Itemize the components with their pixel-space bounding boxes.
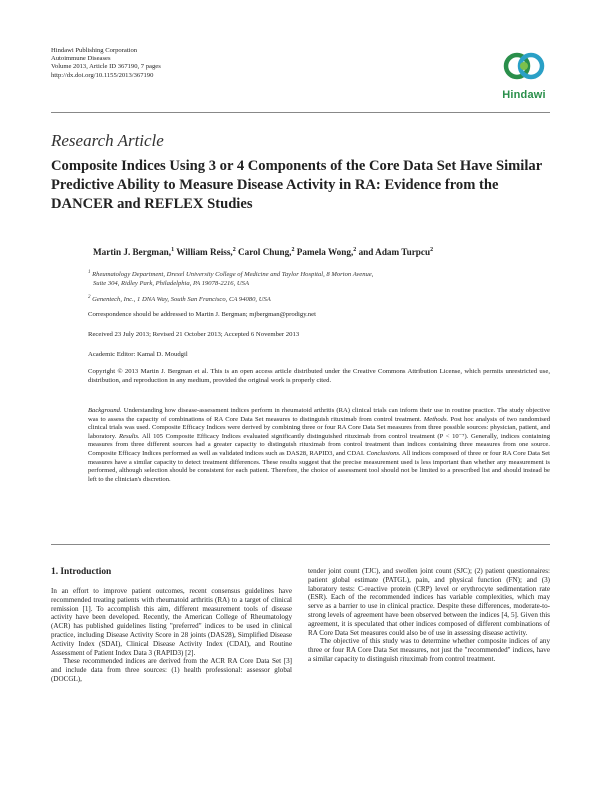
author-name: William Reiss, <box>176 247 233 258</box>
left-column <box>51 587 292 684</box>
paragraph: tender joint count (TJC), and swollen joint count (SJC); (2) patient questionnaires: patient global estimate (PATGL), pain, and physical function (FN); and (3) laboratory tests: C-reactive protein (CRP) level or erythrocyte sedimentation rate (ESR). Each of the recommended indices has variable complexities, which may serve as a barrier to use in clinical practice. Despite these differences, moderate-to-strong levels of agreement have been observed between the indices [4, 5]. Given this agreement, it is speculated that other indices composed of different combinations of RA Core Data Set measures could also be of use in assessing disease activity. <box>308 567 550 637</box>
author-affiliation-mark: 2 <box>232 247 236 253</box>
header-divider <box>51 112 550 113</box>
abstract-label: Methods. <box>423 415 449 423</box>
journal-header <box>51 47 161 80</box>
abstract-label: Conclusions. <box>366 449 401 457</box>
paragraph: These recommended indices are derived from the ACR RA Core Data Set [3] and include data from three sources: (1) health professional: assessor global (DOCGL), <box>51 657 292 683</box>
journal-name: Autoimmune Diseases <box>51 55 111 63</box>
paragraph: In an effort to improve patient outcomes, recent consensus guidelines have recommended treating patients with rheumatoid arthritis (RA) to a target of clinical remission [1]. To accomplish this aim, different measurement tools of disease activity have been developed. Recently, the American College of Rheumatology (ACR) has published guidelines listing "preferred" indices to be used in clinical practice, including Disease Activity Score in 28 joints (DAS28), Simplified Disease Activity Index (SDAI), Clinical Disease Activity Index (CDAI), and Routine Assessment of Patient Index Data 3 (RAPID3) [2]. <box>51 587 292 657</box>
author-affiliation-mark: 1 <box>171 247 175 253</box>
affiliation-2: $^2$ Genentech, Inc., 1 DNA Way, South San Francisco, CA 94080, USA <box>88 295 271 304</box>
abstract-label: Results. <box>118 432 140 440</box>
article-title: Composite Indices Using 3 or 4 Components of the Core Data Set Have Similar Predictive Ability to Measure Disease Activity in RA: Evidence from the DANCER and REFLEX Studies <box>51 158 542 212</box>
author-name: Pamela Wong, <box>296 247 354 258</box>
copyright-notice: Copyright © 2013 Martin J. Bergman et al. This is an open access article distributed under the Creative Commons Attribution License, which permits unrestricted use, distribution, and reproduction in any medium, provided the original work is properly cited. <box>88 368 550 384</box>
publisher-name: Hindawi Publishing Corporation <box>51 47 138 54</box>
author-name: and Adam Turpcu <box>358 247 431 258</box>
section-heading: 1. Introduction <box>51 567 112 577</box>
abstract: Background. Understanding how disease-assessment indices perform in rheumatoid arthritis (RA) clinical trials can inform their use in routine practice. The study objective was to assess the capacity of combinations of RA Core Data Set measures to distinguish rituximab from control treatment. Methods. Post hoc analysis of two randomised clinical trials was used. Composite Efficacy Indices were derived by combining three or four RA Core Data Set measures from three possible sources: physician, patient, and laboratory. Results. All 105 Composite Efficacy Indices evaluated significantly distinguished rituximab from control treatment (P < 10⁻⁷). Generally, indices containing measures from three different sources had a greater capacity to distinguish rituximab from control treatment than indices containing three measures from one source. Composite Efficacy Indices performed as well as validated indices such as DAS28, RAPID3, and CDAI. Conclusions. All indices composed of three or four RA Core Data Set measures have a similar capacity to detect treatment differences. These results suggest that the precise measurement used is less important than whether any measurement is performed, although selection should be consistent for each patient. Therefore, the choice of assessment tool should not be limited to a prescribed list and should instead be left to the clinician's discretion. <box>88 407 551 483</box>
article-type: Research Article <box>51 131 164 150</box>
author-name: Carol Chung, <box>238 247 292 258</box>
abstract-divider <box>51 544 550 545</box>
author-name: Martin J. Bergman, <box>93 247 172 258</box>
author-affiliation-mark: 2 <box>291 247 295 253</box>
abstract-label: Background. <box>88 407 122 414</box>
affiliation-1: $^1$ Rheumatology Department, Drexel University College of Medicine and Taylor Hospital, 8 Morton Avenue, Suite 304, Ridley Park, Philadelphia, PA 19078-2216, USA <box>88 270 374 287</box>
academic-editor: Academic Editor: Kamal D. Moudgil <box>88 351 188 358</box>
hindawi-logo-text: Hindawi <box>502 89 546 101</box>
publication-dates: Received 23 July 2013; Revised 21 October 2013; Accepted 6 November 2013 <box>88 331 300 338</box>
volume-info: Volume 2013, Article ID 367190, 7 pages <box>51 63 161 71</box>
correspondence: Correspondence should be addressed to Martin J. Bergman; mjbergman@prodigy.net <box>88 311 316 318</box>
author-affiliation-mark: 2 <box>430 247 434 253</box>
paragraph: The objective of this study was to determine whether composite indices of any three or four RA Core Data Set measures, not just the "recommended" indices, have a similar capacity to distinguish rituximab from control treatment. <box>308 637 550 663</box>
author-list <box>93 247 433 257</box>
author-affiliation-mark: 2 <box>353 247 357 253</box>
doi-link[interactable]: http://dx.doi.org/10.1155/2013/367190 <box>51 71 154 79</box>
right-column <box>308 567 550 664</box>
